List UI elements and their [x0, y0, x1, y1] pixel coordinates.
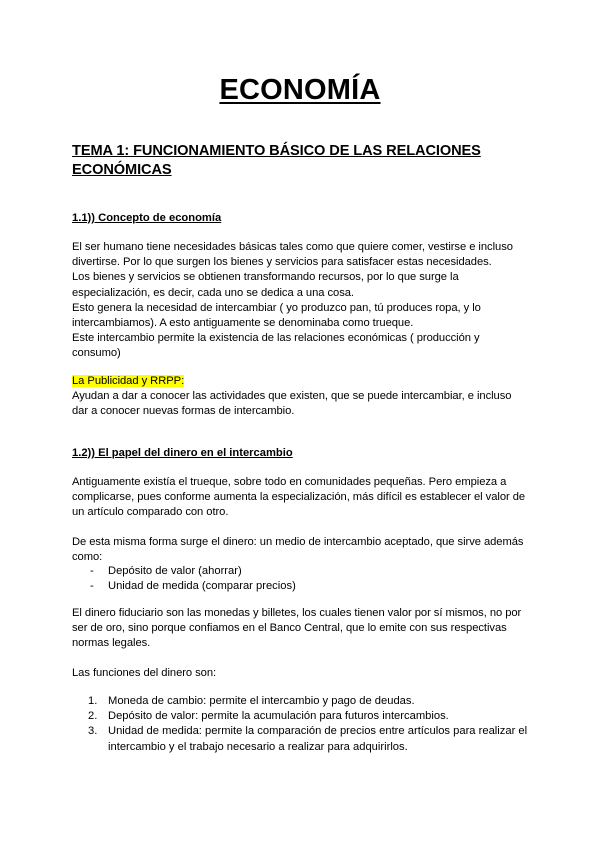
publicidad-block — [72, 374, 530, 420]
paragraph: De esta misma forma surge el dinero: un medio de intercambio aceptado, que sirve además como: — [72, 536, 524, 564]
section-heading-concepto: 1.1)) Concepto de economía — [72, 212, 222, 224]
topic-heading: TEMA 1: FUNCIONAMIENTO BÁSICO DE LAS RELACIONES ECONÓMICAS — [72, 143, 481, 178]
paragraph: Antiguamente existía el trueque, sobre todo en comunidades pequeñas. Pero empieza a complicarse, pues conforme aumenta la especialización, más difícil es establecer el valor de un artículo comparado con otro. — [72, 476, 526, 519]
section-heading-dinero: 1.2)) El papel del dinero en el intercambio — [72, 447, 293, 459]
document-title: ECONOMÍA — [219, 74, 381, 106]
list-item: 2. Depósito de valor: permite la acumulación para futuros intercambios. — [88, 710, 449, 723]
list-item: - Depósito de valor (ahorrar) — [90, 565, 242, 577]
paragraph: El ser humano tiene necesidades básicas tales como que quiere comer, vestirse e incluso divertirse. Por lo que surgen los bienes y servicios para satisfacer estas necesidades. — [72, 241, 513, 269]
highlighted-label: La Publicidad y RRPP: — [72, 375, 185, 387]
dash-list — [90, 564, 296, 594]
paragraph: Esto genera la necesidad de intercambiar ( yo produzco pan, tú produces ropa, y lo intercambiamos). A esto antiguamente se denominaba como trueque. — [72, 301, 481, 330]
list-item: 3. Unidad de medida: permite la comparación de precios entre artículos para realizar el intercambio y el trabajo necesario a realizar para adquirirlos. — [88, 725, 528, 753]
paragraph: El dinero fiduciario son las monedas y billetes, los cuales tienen valor por sí mismos, no por ser de oro, sino porque confiamos en el Banco Central, que lo emite con sus respectivas normas legales. — [72, 607, 522, 650]
section1-body — [72, 240, 530, 362]
paragraph: Ayudan a dar a conocer las actividades que existen, que se puede intercambiar, e incluso dar a conocer nuevas formas de intercambio. — [72, 390, 512, 418]
paragraph: Las funciones del dinero son: — [72, 667, 217, 679]
list-item: - Unidad de medida (comparar precios) — [90, 580, 296, 593]
list-item: 1. Moneda de cambio: permite el intercambio y pago de deudas. — [88, 695, 415, 707]
paragraph: Este intercambio permite la existencia de las relaciones económicas ( producción y consumo) — [72, 332, 480, 360]
numbered-list — [88, 694, 530, 755]
paragraph: Los bienes y servicios se obtienen transformando recursos, por lo que surge la especialización, es decir, cada uno se dedica a una cosa. — [72, 271, 459, 299]
